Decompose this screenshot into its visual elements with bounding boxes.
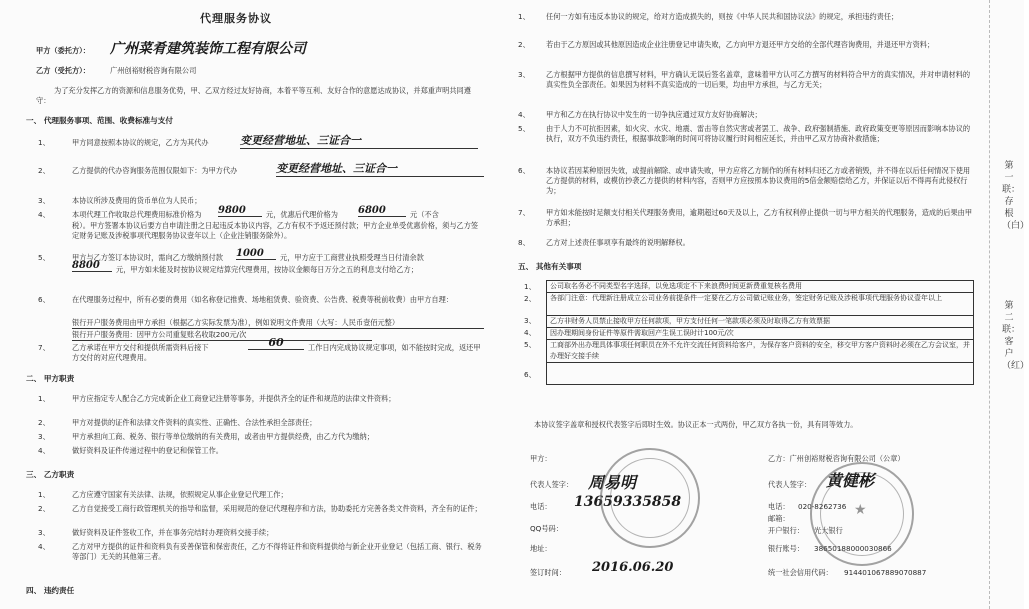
party-b-label: 乙方（受托方）：: [36, 66, 90, 75]
s1-item4-handwritten-discount: 6800: [358, 205, 406, 217]
left-column: [22, 0, 492, 609]
sign-b-account-label: 银行账号：: [768, 544, 804, 553]
party-b-seal: [810, 462, 914, 566]
item-number: 7、: [38, 343, 50, 352]
section-3-title: 三、 乙方职责: [26, 470, 75, 479]
r-item1-text: 任何一方如有违反本协议的规定，给对方造成损失的，则按《中华人民共和国协议法》的规定，承担违约责任；: [546, 12, 899, 21]
item-number: 1、: [38, 490, 50, 499]
s1-item6-text: 在代理服务过程中，所有必要的费用（如名称登记推费、场地租赁费、验资费、公告费、税费等税前收费）由甲方自理：: [72, 295, 453, 304]
sign-a-phone-label: 电话：: [530, 502, 552, 511]
s1-item4-text-a: 本项代理工作收取总代理费用标准价格为: [72, 210, 202, 219]
s1-item4-text-c: 元（不含: [410, 210, 439, 219]
s1-item4-text-b: 元，优惠后代理价格为: [266, 210, 338, 219]
sign-a-date-handwritten: 2016.06.20: [592, 560, 674, 575]
s3-item3-text: 做好资料及证件签收工作，并在事务完结时办理资料交接手续；: [72, 528, 274, 537]
item-number: 5、: [38, 253, 50, 262]
s1-item5-handwritten-prepay: 1000: [236, 248, 276, 260]
contract-title: 代理服务协议: [200, 12, 272, 25]
s1-item5-text-b: 元，甲方应于工商营业执照受理当日付清余款: [280, 253, 424, 262]
item-number: 1、: [518, 12, 530, 21]
sign-b-credit-code: 914401067889070887: [844, 568, 927, 577]
sign-a-rep-handwritten: 周易明: [588, 473, 637, 492]
item-number: 1、: [38, 394, 50, 403]
section-1-title: 一、 代理服务事项、范围、收费标准与支付: [26, 116, 173, 125]
party-b-name: 广州创裕财税咨询有限公司: [110, 66, 197, 75]
item-number: 6、: [524, 370, 536, 379]
s1-item7-handwritten-days: 60: [248, 336, 304, 350]
s1-item7-text-b: 工作日内完成协议规定事项，如不能按时完成，返还甲方交付的对应代理费用。: [72, 343, 481, 362]
s1-item5-text-c: 元，甲方如未能及时按协议规定结算完代理费用，按协议金额每日万分之五的利息支付给乙方；: [116, 265, 418, 274]
s1-item5-handwritten-balance: 8800: [72, 260, 112, 272]
item-number: 2、: [518, 40, 530, 49]
item-number: 4、: [518, 110, 530, 119]
other-row-4: 因办理期间身份证件等原件需取回产生误工误时计100元/次: [547, 328, 973, 340]
sign-b-phone: 020-8262736: [798, 502, 847, 511]
sign-a-address-label: 地址：: [530, 544, 552, 553]
sign-b-rep-label: 代表人签字：: [768, 480, 812, 489]
item-number: 3、: [518, 70, 530, 79]
item-number: 6、: [38, 295, 50, 304]
item-number: 6、: [518, 166, 530, 175]
item-number: 4、: [524, 328, 536, 337]
other-row-3: 乙方非财务人员禁止接收甲方任何款项，甲方支付任何一笔款项必须及时取得乙方有效票据: [547, 316, 973, 328]
item-number: 2、: [38, 418, 50, 427]
r-item4-text: 甲方和乙方在执行协议中发生的一切争执应通过双方友好协商解决；: [546, 110, 762, 119]
item-number: 5、: [518, 124, 530, 133]
other-row-5: 工商部外出办理具体事项任何职员在外不允许交流任何资料给客户，为保存客户资料的安全，移交甲方客户资料时必须在乙方会议室，并办理好交接手续: [547, 340, 973, 363]
s1-item2-handwritten: 变更经营地址、三证合一: [276, 160, 484, 177]
s2-item3-text: 甲方承担向工商、税务、银行等单位缴纳的有关费用，或者由甲方提供经费，由乙方代为缴纳；: [72, 432, 374, 441]
item-number: 3、: [38, 528, 50, 537]
s1-item4-text-d: 税）。甲方签署本协议后要方自申请注册之日起违反本协议内容，乙方有权不予返还预付款；甲方企业单受优惠价格，须与乙方签定财务记账及涉税事项代理服务协议壹年以上（企业注销服务除外）。: [72, 221, 479, 240]
sign-a-date-label: 签订时间：: [530, 568, 566, 577]
s2-item4-text: 做好资料及证件传递过程中的登记和保管工作。: [72, 446, 223, 455]
other-row-6: [547, 363, 973, 385]
r-item7-text: 甲方如未能按时足额支付相关代理服务费用，逾期超过60天及以上，乙方有权利停止提供一切与甲方相关的代理服务，造成的后果由甲方承担；: [546, 208, 973, 227]
item-number: 4、: [38, 210, 50, 219]
r-item6-text: 本协议若因某种原因失效，或提前解除、或申请失败，甲方应将乙方制作的所有材料归还乙方或者销毁，并不得在以后任何情况下使用乙方提供的材料，或模仿抄袭乙方提供的材料内容，否则甲方应按照本协议费用的5倍金额赔偿给乙方，并保证以后不得再有此侵权行为；: [546, 166, 971, 195]
item-number: 1、: [524, 282, 536, 291]
party-a-label: 甲方（委托方）：: [36, 46, 90, 55]
s1-item4-handwritten-price: 9800: [218, 205, 262, 217]
section-4-title: 四、 违约责任: [26, 586, 75, 595]
s1-item2-text: 乙方提供的代办咨询服务范围仅限如下：为甲方代办: [72, 166, 238, 175]
stub-copy-2: 第二联：客户（红）: [1002, 301, 1029, 371]
section-2-title: 二、 甲方职责: [26, 374, 75, 383]
sign-b-phone-label: 电话：: [768, 502, 790, 511]
item-number: 2、: [38, 504, 50, 513]
copy-stub: [984, 150, 1029, 450]
section-5-title: 五、 其他有关事项: [518, 262, 582, 271]
sign-a-rep-label: 代表人签字：: [530, 480, 574, 489]
item-number: 3、: [38, 432, 50, 441]
sign-a-party: 甲方：: [530, 454, 552, 463]
r-item5-text: 由于人力不可抗拒因素，如火灾、水灾、地震、雷击等自然灾害或者罢工、战争、政府强制措施、政府政策变更等原因而影响本协议的执行，双方不负违约责任，根据事故影响的时间可将协议履行时间相应延长，并由甲乙双方协商补救措施；: [546, 124, 971, 143]
sign-b-email-label: 邮箱：: [768, 514, 790, 523]
sign-b-account: 38650188000030866: [814, 544, 892, 553]
s2-item2-text: 甲方对提供的证件和法律文件资料的真实性、正确性、合法性承担全部责任；: [72, 418, 317, 427]
stub-copy-1: 第一联：存根（白）: [1002, 161, 1029, 231]
r-item2-text: 若由于乙方原因或其他原因造成企业注册登记申请失败，乙方向甲方退还甲方交给的全部代理咨询费用，并退还甲方资料；: [546, 40, 935, 49]
sign-a-qq-label: QQ号码：: [530, 524, 563, 533]
s3-item4-text: 乙方对甲方提供的证件和资料负有妥善保管和保密责任，乙方不得将证件和资料提供给与新企业开业登记（包括工商、银行、税务等部门）无关的其他第三者。: [72, 542, 482, 561]
party-a-name-handwritten: 广州菜肴建筑装饰工程有限公司: [110, 41, 306, 57]
item-number: 4、: [38, 542, 50, 551]
other-matters-box: [546, 280, 974, 385]
preamble: 为了充分发挥乙方的资源和信息服务优势，甲、乙双方经过友好协商，本着平等互利、友好合作的意愿达成协议，并郑重声明共同遵守：: [36, 86, 471, 105]
sign-a-phone-handwritten: 13659335858: [574, 494, 682, 510]
item-number: 8、: [518, 238, 530, 247]
sign-b-bank-label: 开户银行：: [768, 526, 804, 535]
s1-item1-text: 甲方同意按照本协议的规定，乙方为其代办: [72, 138, 209, 147]
sign-b-rep-handwritten: 黄健彬: [826, 471, 875, 490]
item-number: 7、: [518, 208, 530, 217]
s1-item1-handwritten: 变更经营地址、三证合一: [240, 132, 478, 149]
other-row-1: 公司取名务必不同类型名字选择，以免选项定不下来浪费时间更新费重复核名费用: [547, 281, 973, 293]
other-row-2: 各部门注意：代理新注册成立公司业务前提条件一定要在乙方公司做记账业务，签定财务记账及涉税事项代理服务协议壹年以上: [547, 293, 973, 316]
item-number: 2、: [38, 166, 50, 175]
sign-b-credit-label: 统一社会信用代码：: [768, 568, 833, 577]
s3-item1-text: 乙方应遵守国家有关法律、法规，依照规定从事企业登记代理工作；: [72, 490, 288, 499]
item-number: 1、: [38, 138, 50, 147]
item-number: 3、: [524, 316, 536, 325]
s1-item6-bank-fee-2: 银行开户服务费用：因甲方公司重复账名收取200元/次: [72, 330, 372, 341]
item-number: 4、: [38, 446, 50, 455]
item-number: 3、: [38, 196, 50, 205]
r-item8-text: 乙方对上述责任事项享有最终的说明解释权。: [546, 238, 690, 247]
party-a-seal: [600, 448, 700, 548]
r-item3-text: 乙方根据甲方提供的信息撰写材料，甲方确认无误后签名盖章，意味着甲方认可乙方撰写的材料符合甲方的真实情况，并对申请材料的真实性负全部责任。如果因为材料不真实造成的一切后果，均由甲方承担，与乙方无关；: [546, 70, 971, 89]
right-column: [510, 0, 978, 609]
s2-item1-text: 甲方应指定专人配合乙方完成新企业工商登记注册等事务，并提供齐全的证件和规范的法律文件资料；: [72, 394, 396, 403]
sign-b-bank: 光大银行: [814, 526, 843, 535]
closing-statement: 本协议签字盖章和授权代表签字后即时生效。协议正本一式两份，甲乙双方各执一份，具有同等效力。: [534, 420, 858, 429]
s1-item7-text-a: 乙方承诺在甲方交付和提供所需资料后接下: [72, 343, 209, 352]
sign-b-party: 乙方：广州创裕财税咨询有限公司（公章）: [768, 454, 905, 463]
seal-star-icon: ★: [854, 502, 867, 518]
item-number: 2、: [524, 294, 536, 303]
s1-item5-text-a: 甲方与乙方签订本协议时，需向乙方缴纳预付款: [72, 253, 223, 262]
s1-item3-text: 本协议所涉及费用的货币单位为人民币；: [72, 196, 202, 205]
s3-item2-text: 乙方自觉接受工商行政管理机关的指导和监督，采用规范的登记代理程序和方法，协助委托方完善各类文件资料，齐全有的证件；: [72, 504, 482, 513]
s1-item6-bank-fee-1: 银行开户服务费用由甲方承担（根据乙方实际发票为准），例如说明文件费用（大写：人民币壹佰元整）: [72, 318, 484, 329]
item-number: 5、: [524, 340, 536, 349]
